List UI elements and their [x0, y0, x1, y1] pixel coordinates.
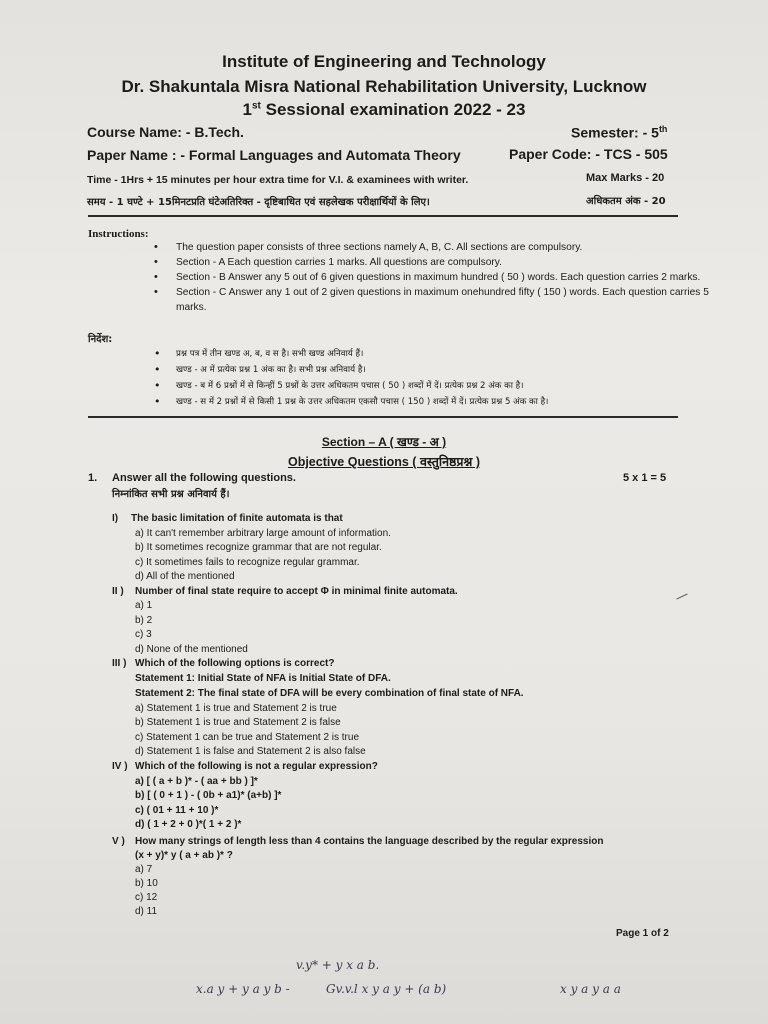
- subq-text: How many strings of length less than 4 contains the language described by the regular expression: [135, 836, 604, 847]
- option: b) [ ( 0 + 1 ) - ( 0b + a1)* (a+b) ]*: [135, 790, 282, 801]
- question-text-hindi: निम्नांकित सभी प्रश्न अनिवार्य हैं।: [112, 489, 230, 500]
- section-subtitle: Objective Questions ( वस्तुनिष्ठप्रश्न ): [287, 455, 481, 469]
- statement: Statement 1: Initial State of NFA is Initial State of DFA.: [135, 673, 391, 684]
- university-title: Dr. Shakuntala Misra National Rehabilitation University, Lucknow: [121, 77, 647, 96]
- subq-label: III ): [112, 658, 127, 669]
- instructions-hindi-title: निर्देश:: [88, 334, 113, 345]
- header-divider: [88, 215, 678, 217]
- instruction-item: • Section - A Each question carries 1 marks. All questions are compulsory.: [150, 255, 710, 270]
- option: c) 12: [135, 892, 158, 903]
- instruction-item: • Section - B Answer any 5 out of 6 given questions in maximum hundred ( 50 ) words. Each question carries 2 marks.: [150, 270, 710, 285]
- instruction-hindi-item: • प्रश्न पत्र में तीन खण्ड अ, ब, व स है। सभी खण्ड अनिवार्य हैं।: [150, 346, 710, 362]
- option: a) Statement 1 is true and Statement 2 is true: [135, 703, 337, 714]
- paper-code: Paper Code: - TCS - 505: [509, 146, 668, 162]
- question-marks: 5 x 1 = 5: [623, 472, 667, 484]
- subq-text: Which of the following options is correct?: [135, 658, 335, 669]
- semester-text: Semester: - 5: [571, 124, 659, 141]
- instruction-hindi-item: • खण्ड - ब में 6 प्रश्नों में से किन्हीं 5 प्रश्नों के उत्तर अधिकतम पचास ( 50 ) शब्दों में दें। प्रत्येक प्रश्न 2 अंक का है।: [150, 378, 710, 394]
- exam-title-sup: st: [251, 100, 261, 112]
- exam-title-text: Sessional examination 2022 - 23: [260, 100, 526, 119]
- option: a) It can't remember arbitrary large amount of information.: [135, 528, 391, 539]
- semester: [571, 124, 667, 141]
- option: b) 10: [135, 878, 158, 889]
- instruction-hindi-item: • खण्ड - अ में प्रत्येक प्रश्न 1 अंक का है। सभी प्रश्न अनिवार्य है।: [150, 362, 710, 378]
- option: b) It sometimes recognize grammar that are not regular.: [135, 542, 382, 553]
- handwritten-note: Gv.v.l x y a y + (a b): [326, 982, 447, 996]
- question-text: Answer all the following questions.: [112, 472, 296, 484]
- instructions-divider: [88, 416, 678, 418]
- instruction-hindi-item: • खण्ड - स में 2 प्रश्नों में से किसी 1 प्रश्न के उत्तर अधिकतम एकसौ पचास ( 150 ) शब्दों में दें। प्रत्येक प्रश्न 5 अंक का है।: [150, 394, 710, 410]
- exam-title: [0, 100, 768, 120]
- max-marks-hindi: अधिकतम अंक - 20: [586, 196, 666, 207]
- option: d) Statement 1 is false and Statement 2 is also false: [135, 746, 366, 757]
- semester-sup: th: [658, 124, 668, 134]
- option: d) 11: [135, 906, 158, 917]
- exam-title-number: 1: [242, 100, 252, 119]
- option: b) Statement 1 is true and Statement 2 is false: [135, 717, 341, 728]
- instructions-title: Instructions:: [88, 228, 149, 240]
- pen-mark: [676, 594, 687, 600]
- subq-text: Which of the following is not a regular expression?: [135, 761, 378, 772]
- subq-label: V ): [112, 836, 125, 847]
- option: d) All of the mentioned: [135, 571, 235, 582]
- option: a) [ ( a + b )* - ( aa + bb ) ]*: [135, 776, 258, 787]
- option: d) None of the mentioned: [135, 644, 248, 655]
- instructions-list: [150, 240, 710, 315]
- handwritten-note: v.y* + y x a b.: [296, 958, 380, 972]
- instruction-item: • Section - C Answer any 1 out of 2 given questions in maximum onehundred fifty ( 150 ) words. Each question carries 5 marks.: [150, 285, 710, 315]
- course-name: Course Name: - B.Tech.: [87, 124, 244, 140]
- max-marks: Max Marks - 20: [586, 172, 665, 184]
- subq-text-continued: (x + y)* y ( a + ab )* ?: [135, 850, 233, 861]
- option: c) ( 01 + 11 + 10 )*: [135, 805, 219, 816]
- subq-label: IV ): [112, 761, 128, 772]
- instructions-hindi-list: [150, 346, 710, 410]
- institute-title: Institute of Engineering and Technology: [222, 52, 546, 71]
- option: c) It sometimes fails to recognize regular grammar.: [135, 557, 360, 568]
- handwritten-note: x y a y a a: [560, 982, 621, 996]
- question-number: 1.: [88, 472, 98, 484]
- option: c) Statement 1 can be true and Statement 2 is true: [135, 732, 360, 743]
- subq-label: I): [112, 513, 119, 524]
- section-title: Section – A ( खण्ड - अ ): [321, 435, 447, 449]
- instruction-item: • The question paper consists of three sections namely A, B, C. All sections are compulsory.: [150, 240, 710, 255]
- option: a) 1: [135, 600, 153, 611]
- page-number: Page 1 of 2: [616, 928, 669, 939]
- paper-name: Paper Name : - Formal Languages and Automata Theory: [87, 147, 461, 163]
- time-info: Time - 1Hrs + 15 minutes per hour extra time for V.I. & examinees with writer.: [87, 174, 469, 186]
- subq-label: II ): [112, 586, 124, 597]
- option: c) 3: [135, 629, 152, 640]
- subq-text: The basic limitation of finite automata is that: [131, 513, 343, 524]
- option: d) ( 1 + 2 + 0 )*( 1 + 2 )*: [135, 819, 242, 830]
- subq-text: Number of final state require to accept Φ in minimal finite automata.: [135, 586, 458, 597]
- handwritten-note: x.a y + y a y b -: [196, 982, 290, 996]
- statement: Statement 2: The final state of DFA will be every combination of final state of NFA.: [135, 688, 524, 699]
- time-info-hindi: समय - 1 घण्टे + 15मिनटप्रति घंटेअतिरिक्त - दृष्टिबाधित एवं सहलेखक परीक्षार्थियों के लिए।: [87, 197, 430, 208]
- option: b) 2: [135, 615, 153, 626]
- option: a) 7: [135, 864, 153, 875]
